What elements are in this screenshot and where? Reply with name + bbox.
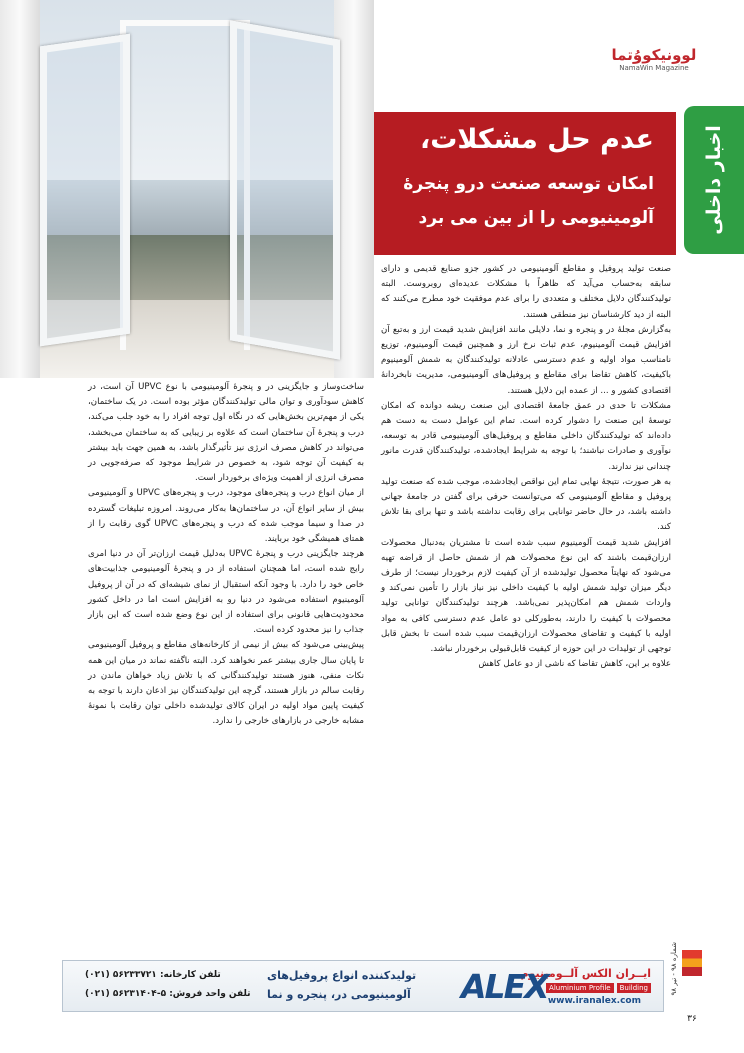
advertisement-banner[interactable] [62, 960, 664, 1012]
article-column-right [381, 262, 671, 672]
paragraph: مشکلات تا حدی در عمق جامعۀ اقتصادی این صنعت ریشه دوانده که امکان توسعۀ این صنعت را دشوار کرده است. تمام این عوامل دست به دست هم داده‌اند که تولیدکنندگان داخلی مقاطع و پروفیل‌های آلومینیومی قادر به توسعه، نوآوری و صادرات نباشند؛ با توجه به شرایط ایجادشده، تولیدکنندگان قدرت مانور چندانی نیز ندارند. [381, 400, 671, 472]
ad-phone-sales: تلفن واحد فروش: ۵-۵۶۲۳۱۴۰۴ (۰۲۱) [85, 989, 251, 999]
magazine-mark-icon [682, 950, 702, 976]
paragraph: از میان انواع درب و پنجره‌های موجود، درب و پنجره‌های UPVC و آلومینیومی بیش از سایر انواع آن، در ساختمان‌ها به‌کار می‌روند. امروزه تبلیغات گسترده در صدا و سیما موجب شده که درب و پنجره‌های UPVC گوی رقابت را از همتای همیشگی خود بربایند. [88, 488, 364, 545]
paragraph: به‌گزارش مجلۀ در و پنجره و نما، دلایلی مانند افزایش شدید قیمت ارز و به‌تبع آن افزایش قیمت آلومینیوم، عدم ثبات نرخ ارز و همچنین قیمت آلومینیوم، توزیع نامناسب مواد اولیه و عدم دسترسی عادلانه تولیدکنندگان به شمش آلومینیوم باکیفیت، کاهش تقاضا برای مقاطع و پروفیل‌های آلومینیومی، مدیریت نابخردانۀ اقتصادی کشور و ... از عمده این دلایل هستند. [381, 324, 671, 396]
paragraph: افزایش شدید قیمت آلومینیوم سبب شده است تا مشتریان به‌دنبال محصولات ارزان‌قیمت باشند که این نوع محصولات هم از شمش حاصل از قراضه تهیه می‌شود که نهایتاً محصول تولیدشده از آن کیفیت لازم برخوردار نیست؛ از طرف دیگر میزان تولید شمش اولیه با کیفیت داخلی نیز نیاز بازار را تأمین نمی‌کند و واردات شمش هم امکان‌پذیر نمی‌باشد. هرچند تولیدکنندگان توانایی تولید محصولات با کیفیت را دارند، به‌طورکلی دو عامل عدم دسترسی کافی به مواد اولیه با کیفیت و تقاضای محصولات ارزان‌قیمت سبب شده است تا بخش قابل توجهی از تولیدات در این حوزه از کیفیت قابل‌قبولی برخوردار نباشد. [381, 537, 671, 655]
ad-website-link[interactable]: www.iranalex.com [547, 996, 641, 1006]
page-footer [670, 942, 714, 1024]
section-tab [684, 106, 744, 254]
paragraph: به هر صورت، نتیجۀ نهایی تمام این نواقص ایجادشده، موجب شده که صنعت تولید پروفیل و مقاطع آلومینیومی که می‌توانست حرفی برای گفتن در جامعۀ جهانی داشته باشد، در حال حاضر توانایی برای رقابت نداشته باشد و تنها برای بقا تلاش کند. [381, 476, 671, 533]
ad-product-line2: آلومینیومی در، پنجره و نما [267, 988, 411, 1001]
page-number: ۳۶ [687, 1014, 697, 1024]
ad-tag-building: Building [617, 983, 651, 993]
ad-brand: ایــران الکس آلــومینیوم [520, 967, 651, 980]
article-column-left [88, 380, 364, 730]
headline-box [374, 112, 676, 255]
paragraph: هرچند جایگزینی درب و پنجرۀ UPVC به‌دلیل قیمت ارزان‌تر آن در دنیا امری رایج شده است، اما همچنان استفاده از در و پنجرۀ آلومینیومی جذابیت‌های خاص خود را دارد. با وجود آنکه استقبال از نمای شیشه‌ای که در آن از پروفیل آلومینیوم استفاده می‌شود در دنیا رو به افزایش است اما در داخل کشور محدودیت‌هایی قانونی برای استفاده از این نوع وضع شده است که این بازار جذاب را نیز محدود کرده است. [88, 549, 364, 636]
magazine-logo [578, 46, 730, 76]
ad-tags [546, 983, 651, 993]
section-tab-label: اخبار داخلی [703, 125, 725, 235]
logo-brand: لوونیکووُتما [611, 46, 697, 64]
headline-line3: آلومینیومی را از بین می برد [418, 208, 654, 228]
ad-product-line1: تولیدکننده انواع پروفیل‌های [267, 969, 417, 982]
headline-line2: امکان توسعه صنعت درو پنجرۀ [403, 174, 654, 194]
ad-tag-profile: Aluminium Profile [546, 983, 614, 993]
issue-label: شماره ۹۸ - تیر ۹۸ [670, 942, 678, 996]
paragraph: ساخت‌وساز و جایگزینی در و پنجرۀ آلومینیومی با نوع UPVC آن است، در کاهش سودآوری و توان مالی تولیدکنندگان مؤثر بوده است. در یک ساختمان، یکی از مهم‌ترین بخش‌هایی که در نگاه اول توجه افراد را به خود جلب می‌کند، درب و پنجرۀ آن ساختمان است که علاوه بر زیبایی که به ساختمان می‌بخشد، می‌تواند در کاهش مصرف انرژی نیز تأثیرگذار باشد، به همین جهت باید بیشتر به کیفیت آن توجه شود، به خصوص در شرایط موجود که صرفه‌جویی در مصرف انرژی از اهمیت ویژه‌ای برخوردار است. [88, 382, 364, 484]
article-photo-open-window [0, 0, 374, 378]
paragraph: علاوه بر این، کاهش تقاضا که ناشی از دو عامل کاهش [478, 659, 671, 670]
paragraph: صنعت تولید پروفیل و مقاطع آلومینیومی در کشور جزو صنایع قدیمی و دارای سابقه به‌حساب می‌آید که ظاهراً با مشکلات عدیده‌ای روبروست. البته تولیدکنندگان دلایل مختلف و متعددی را برای عدم موفقیت خود مطرح می‌کنند که البته از دید کارشناسان نیز منطقی هستند. [381, 264, 671, 320]
ad-phone-factory: تلفن کارخانه: ۵۶۲۳۳۷۲۱ (۰۲۱) [85, 970, 221, 980]
logo-subtitle: NamaWin Magazine [619, 64, 689, 72]
headline-line1: عدم حل مشکلات، [420, 124, 654, 155]
alex-logo: ALEX [461, 967, 548, 1006]
paragraph: پیش‌بینی می‌شود که بیش از نیمی از کارخانه‌های مقاطع و پروفیل آلومینیومی تا پایان سال جاری بیشتر عمر نخواهند کرد. البته ناگفته نماند در میان این همه نکات منفی، هنوز هستند تولیدکنندگانی که با تلاش زیاد خواهان ماندن در رقابت سالم در بازار هستند، گرچه این تولیدکنندگان نیز اذعان دارند با توجه به کیفیت پایین مواد اولیه در ایران کالای تولیدشده داخلی توان رقابت با نمونۀ مشابه خارجی در بازارهای خارجی را ندارد. [88, 640, 364, 727]
